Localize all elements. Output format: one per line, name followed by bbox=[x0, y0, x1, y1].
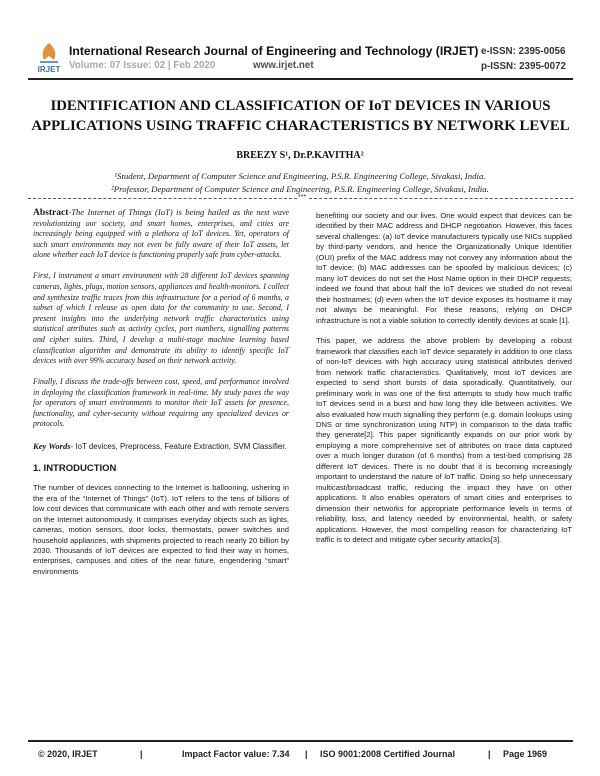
footer-impact-factor: Impact Factor value: 7.34 bbox=[182, 749, 290, 759]
affiliation-1: ¹Student, Department of Computer Science and Engineering, P.S.R. Engineering College, Sivakasi, India. bbox=[114, 171, 486, 181]
abstract-paragraph-3: Finally, I discuss the trade-offs between cost, speed, and performance involved in deploying the classification framework in real-time. My study paves the way for operators of smart environments to monitor their IoT assets for presence, functionality, and cyber-security without requiring any specialized devices or protocols. bbox=[33, 377, 289, 429]
page-footer bbox=[28, 749, 573, 763]
abstract-p1-rest: the next wave revolutionizing our society, and smart homes, enterprises, and cities are increasingly being equipped with a plethora of IoT devices. Yet, operators of such smart environments may not even be fully aware of their IoT assets, let alone whether each IoT device is functioning properly safe from cyber-attacks. bbox=[33, 208, 289, 260]
footer-iso: ISO 9001:2008 Certified Journal bbox=[320, 749, 456, 759]
logo-text: IRJET bbox=[37, 65, 61, 74]
footer-rule bbox=[28, 740, 573, 742]
header-rule bbox=[28, 78, 573, 80]
journal-header bbox=[0, 0, 600, 82]
footer-separator: | bbox=[488, 749, 491, 759]
keywords bbox=[33, 440, 289, 453]
footer-copyright: © 2020, IRJET bbox=[38, 749, 98, 759]
abstract-lead: -The Internet of Things (IoT) is being hailed as bbox=[68, 207, 241, 217]
keywords-label: Key Words bbox=[33, 441, 71, 452]
keywords-text: - IoT devices, Preprocess, Feature Extraction, SVM Classifier. bbox=[70, 442, 287, 452]
paper-title-line2: APPLICATIONS USING TRAFFIC CHARACTERISTICS BY NETWORK LEVEL bbox=[31, 118, 570, 134]
left-column bbox=[33, 207, 289, 588]
irjet-logo bbox=[35, 42, 63, 74]
paper-title bbox=[28, 96, 573, 136]
right-paragraph-2: This paper, we address the above problem by developing a robust framework that classifies each IoT device separately in addition to one class of non-IoT devices with high accuracy using statistical attributes derived from network traffic characteristics. Qualitatively, most IoT devices are expected to send short bursts of data sporadically. Quantitatively, our preliminary work in was one of the first attempts to study how much traffic IoT devices send in a burst and how long they idle between activities. We also evaluated how much signalling they perform (e.g. domain lookups using DNS or time synchronization using NTP) in comparison to the data traffic they generate[2]. This paper significantly expands on our prior work by employing a more comprehensive set of attributes on trace data captured over a much longer duration (of 6 months) from a test-bed comprising 28 different IoT devices. There is no doubt that it is becoming increasingly important to understand the nature of IoT traffic. Doing so help unnecessary multicast/broadcast traffic, reducing the impact they have on other applications. It also enables operators of smart cities and enterprises to dimension their networks for appropriate performance levels in terms of reliability, loss, and latency needed by environmental, health, or safety applications. However, the most compelling reason for characterizing IoT traffic is to detect and mitigate cyber security attacks[3]. bbox=[316, 336, 572, 544]
separator-mark: *** bbox=[298, 194, 307, 201]
paper-authors: BREEZY S¹, Dr.P.KAVITHA² bbox=[236, 150, 364, 161]
intro-paragraph-1: The number of devices connecting to the Internet is ballooning, ushering in the era of the “Internet of Things” (IoT). IoT refers to the tens of billions of low cost devices that communicate with each other and with remote servers on the Internet autonomously. It comprises everyday objects such as lights, cameras, motion sensors, door locks, thermostats, power switches and household appliances, with shipments projected to reach nearly 20 billion by 2030. Thousands of IoT devices are expected to find their way in homes, enterprises, campuses and cities of the near future, engendering “smart” environments bbox=[33, 483, 289, 576]
right-column bbox=[316, 211, 572, 556]
affiliation-2: ²Professor, Department of Computer Science and Engineering, P.S.R. Engineering College, Sivakasi, India. bbox=[111, 184, 489, 194]
section-heading-introduction: 1. INTRODUCTION bbox=[33, 462, 117, 474]
right-paragraph-1: benefiting our society and our lives. One would expect that devices can be identified by their MAC address and DHCP negotiation. However, this faces several challenges: (a) IoT device manufacturers typically use NICs supplied by third-party vendors, and hence the Organizationally Unique Identifier (OUI) prefix of the MAC address may not convey any information about the IoT device; (b) MAC addresses can be spoofed by malicious devices; (c) many IoT devices do not set the Host Name option in their DHCP requests; indeed we found that about half the IoT devices we studied do not reveal their hostnames; (d) even when the IoT device exposes its hostname it may not always be meaningful. For these reasons, relying on DHCP infrastructure is not a viable solution to correctly identify devices at scale [1]. bbox=[316, 211, 572, 325]
abstract-paragraph-2: First, I instrument a smart environment with 28 different IoT devices spanning cameras, lights, plugs, motion sensors, appliances and health-monitors. I collect and synthesize traffic traces from this infrastructure for a period of 6 months, a subset of which I release as open data for the community to use. Second, I present insights into the underlying network traffic characteristics using statistical attributes such as activity cycles, port numbers, signalling patterns and cipher suites. Third, I develop a multi-stage machine learning based classification algorithm and demonstrate its ability to identify specific IoT devices with over 99% accuracy based on their network activity. bbox=[33, 271, 289, 366]
paper-title-line1: IDENTIFICATION AND CLASSIFICATION OF IoT DEVICES IN VARIOUS bbox=[50, 98, 551, 114]
footer-separator: | bbox=[305, 749, 308, 759]
journal-name: International Research Journal of Engineering and Technology (IRJET) bbox=[69, 44, 479, 58]
abstract-label: Abstract bbox=[33, 208, 69, 218]
footer-separator: | bbox=[140, 749, 143, 759]
volume-issue: Volume: 07 Issue: 02 | Feb 2020 bbox=[69, 60, 216, 71]
abstract-paragraph-1 bbox=[33, 207, 289, 261]
footer-page-number: Page 1969 bbox=[503, 749, 548, 759]
p-issn: p-ISSN: 2395-0072 bbox=[481, 61, 566, 72]
journal-website[interactable]: www.irjet.net bbox=[253, 60, 314, 71]
e-issn: e-ISSN: 2395-0056 bbox=[481, 46, 566, 57]
journal-meta bbox=[69, 60, 314, 71]
